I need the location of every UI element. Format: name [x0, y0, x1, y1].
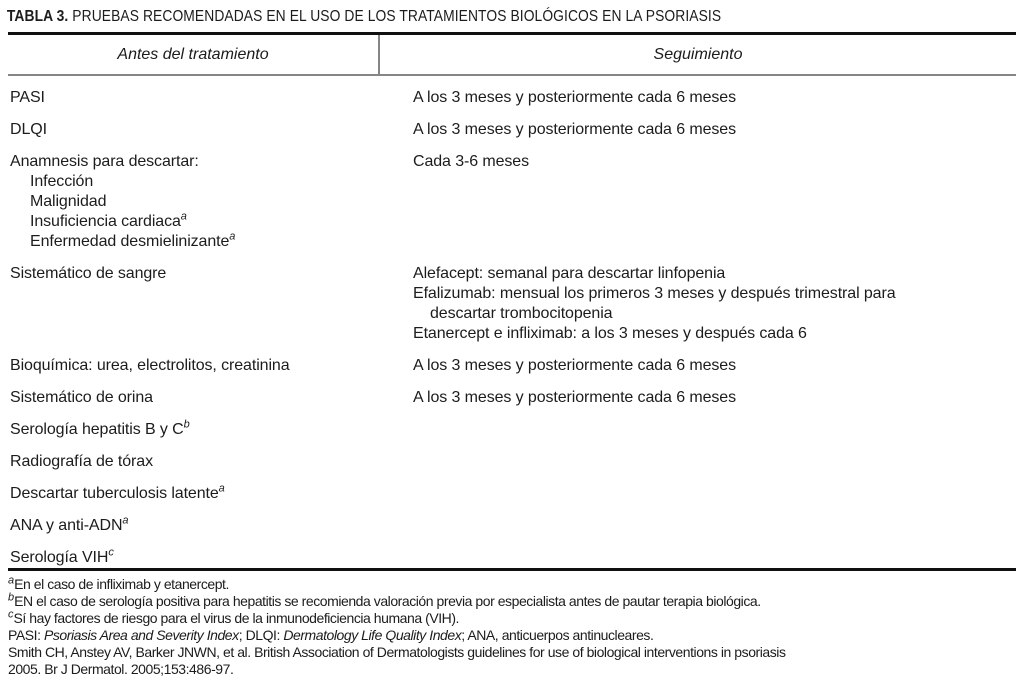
footnote-line [8, 610, 1016, 627]
cell-line [413, 388, 1016, 408]
row-followup-cell [380, 264, 1016, 344]
text-segment: ; ANA, anticuerpos antinucleares. [461, 627, 654, 643]
row-followup-cell [380, 88, 1016, 108]
footnote-marker: b [8, 591, 15, 604]
text-segment: A los 3 meses y posteriormente cada 6 meses [413, 89, 736, 106]
text-segment: 2005. Br J Dermatol. 2005;153:486-97. [8, 661, 234, 677]
footnote-line [8, 627, 1016, 644]
cell-line [413, 264, 1016, 284]
text-segment: A los 3 meses y posteriormente cada 6 meses [413, 389, 736, 406]
cell-line [10, 192, 380, 212]
footnote-marker: c [8, 608, 14, 621]
text-segment: PASI [10, 89, 45, 106]
table-row [8, 484, 1016, 504]
text-segment: Cada 3-6 meses [413, 153, 529, 170]
table-row [8, 516, 1016, 536]
cell-line [10, 356, 380, 376]
table-row [8, 88, 1016, 108]
table-title [0, 0, 886, 26]
text-segment: Etanercept e infliximab: a los 3 meses y después cada 6 [413, 325, 807, 342]
cell-line [413, 284, 1016, 304]
text-segment: Sistemático de orina [10, 389, 153, 406]
row-followup-cell [380, 548, 1016, 568]
row-before-treatment-cell [8, 88, 380, 108]
footnote-marker: a [8, 574, 15, 587]
text-segment: Radiografía de tórax [10, 453, 153, 470]
row-followup-cell [380, 388, 1016, 408]
row-followup-cell [380, 452, 1016, 472]
text-segment: Psoriasis Area and Severity Index [43, 627, 239, 643]
footnote-line [8, 644, 1016, 661]
footnote-line [8, 593, 1016, 610]
footnote-line [8, 661, 1016, 678]
table-row [8, 548, 1016, 568]
text-segment: Infección [30, 173, 94, 190]
table-row [8, 356, 1016, 376]
table-title-number: TABLA 3. [6, 8, 69, 25]
cell-line [10, 232, 380, 252]
row-followup-cell [380, 120, 1016, 140]
cell-line [10, 516, 380, 536]
row-before-treatment-cell [8, 120, 380, 140]
cell-line [10, 420, 380, 440]
row-before-treatment-cell [8, 152, 380, 252]
table-header-row [8, 35, 1016, 76]
row-followup-cell [380, 152, 1016, 252]
cell-line [10, 548, 380, 568]
text-segment: Efalizumab: mensual los primeros 3 meses y después trimestral para [413, 285, 896, 302]
footnote-marker: a [180, 210, 187, 223]
text-segment: A los 3 meses y posteriormente cada 6 meses [413, 357, 736, 374]
row-followup-cell [380, 356, 1016, 376]
text-segment: Malignidad [30, 193, 107, 210]
text-segment: PASI: [8, 627, 44, 643]
text-segment: descartar trombocitopenia [430, 305, 613, 322]
table-body [8, 76, 1016, 568]
text-segment: Serología hepatitis B y C [10, 421, 184, 438]
footnote-line [8, 576, 1016, 593]
table-bottom-rule [8, 568, 1016, 571]
footnote-marker: a [218, 482, 225, 495]
cell-line [10, 120, 380, 140]
text-segment: Alefacept: semanal para descartar linfopenia [413, 265, 726, 282]
text-segment: Bioquímica: urea, electrolitos, creatinina [10, 357, 290, 374]
text-segment: Enfermedad desmielinizante [30, 233, 230, 250]
cell-line [10, 264, 380, 284]
row-before-treatment-cell [8, 264, 380, 344]
table-row [8, 452, 1016, 472]
footnote-marker: c [108, 546, 114, 559]
cell-line [10, 388, 380, 408]
cell-line [413, 356, 1016, 376]
text-segment: Insuficiencia cardiaca [30, 213, 181, 230]
cell-line [413, 304, 1016, 324]
row-before-treatment-cell [8, 516, 380, 536]
text-segment: ; DLQI: [238, 627, 284, 643]
text-segment: Serología VIH [10, 549, 109, 566]
row-before-treatment-cell [8, 452, 380, 472]
text-segment: Sistemático de sangre [10, 265, 167, 282]
cell-line [10, 172, 380, 192]
cell-line [10, 452, 380, 472]
table-row [8, 420, 1016, 440]
row-followup-cell [380, 420, 1016, 440]
cell-line [413, 120, 1016, 140]
text-segment: En el caso de infliximab y etanercept. [14, 576, 229, 592]
cell-line [413, 88, 1016, 108]
text-segment: DLQI [10, 121, 47, 138]
text-segment: Dermatology Life Quality Index [283, 627, 462, 643]
cell-line [413, 324, 1016, 344]
text-segment: Anamnesis para descartar: [10, 153, 199, 170]
table-row [8, 264, 1016, 344]
text-segment: EN el caso de serología positiva para hepatitis se recomienda valoración previa por especialista antes de pautar terapia biológica. [14, 593, 761, 609]
row-before-treatment-cell [8, 548, 380, 568]
table-row [8, 388, 1016, 408]
cell-line [10, 88, 380, 108]
column-header-followup: Seguimiento [653, 46, 743, 63]
table-title-text: PRUEBAS RECOMENDADAS EN EL USO DE LOS TRATAMIENTOS BIOLÓGICOS EN LA PSORIASIS [68, 8, 722, 25]
text-segment: Descartar tuberculosis latente [10, 485, 219, 502]
text-segment: A los 3 meses y posteriormente cada 6 meses [413, 121, 736, 138]
text-segment: Smith CH, Anstey AV, Barker JNWN, et al. British Association of Dermatologists guidelines for use of biological interventions in psoriasis [8, 644, 786, 660]
row-followup-cell [380, 516, 1016, 536]
text-segment: ANA y anti-ADN [10, 517, 123, 534]
column-header-before-treatment: Antes del tratamiento [8, 35, 380, 74]
table-row [8, 152, 1016, 252]
cell-line [10, 212, 380, 232]
row-before-treatment-cell [8, 388, 380, 408]
table-row [8, 120, 1016, 140]
cell-line [10, 152, 380, 172]
cell-line [10, 484, 380, 504]
footnote-marker: b [183, 418, 190, 431]
footnote-marker: a [122, 514, 129, 527]
row-before-treatment-cell [8, 420, 380, 440]
text-segment: Sí hay factores de riesgo para el virus de la inmunodeficiencia humana (VIH). [13, 610, 459, 626]
footnote-marker: a [229, 230, 236, 243]
row-before-treatment-cell [8, 356, 380, 376]
footnotes [8, 576, 1016, 678]
row-followup-cell [380, 484, 1016, 504]
row-before-treatment-cell [8, 484, 380, 504]
cell-line [413, 152, 1016, 172]
